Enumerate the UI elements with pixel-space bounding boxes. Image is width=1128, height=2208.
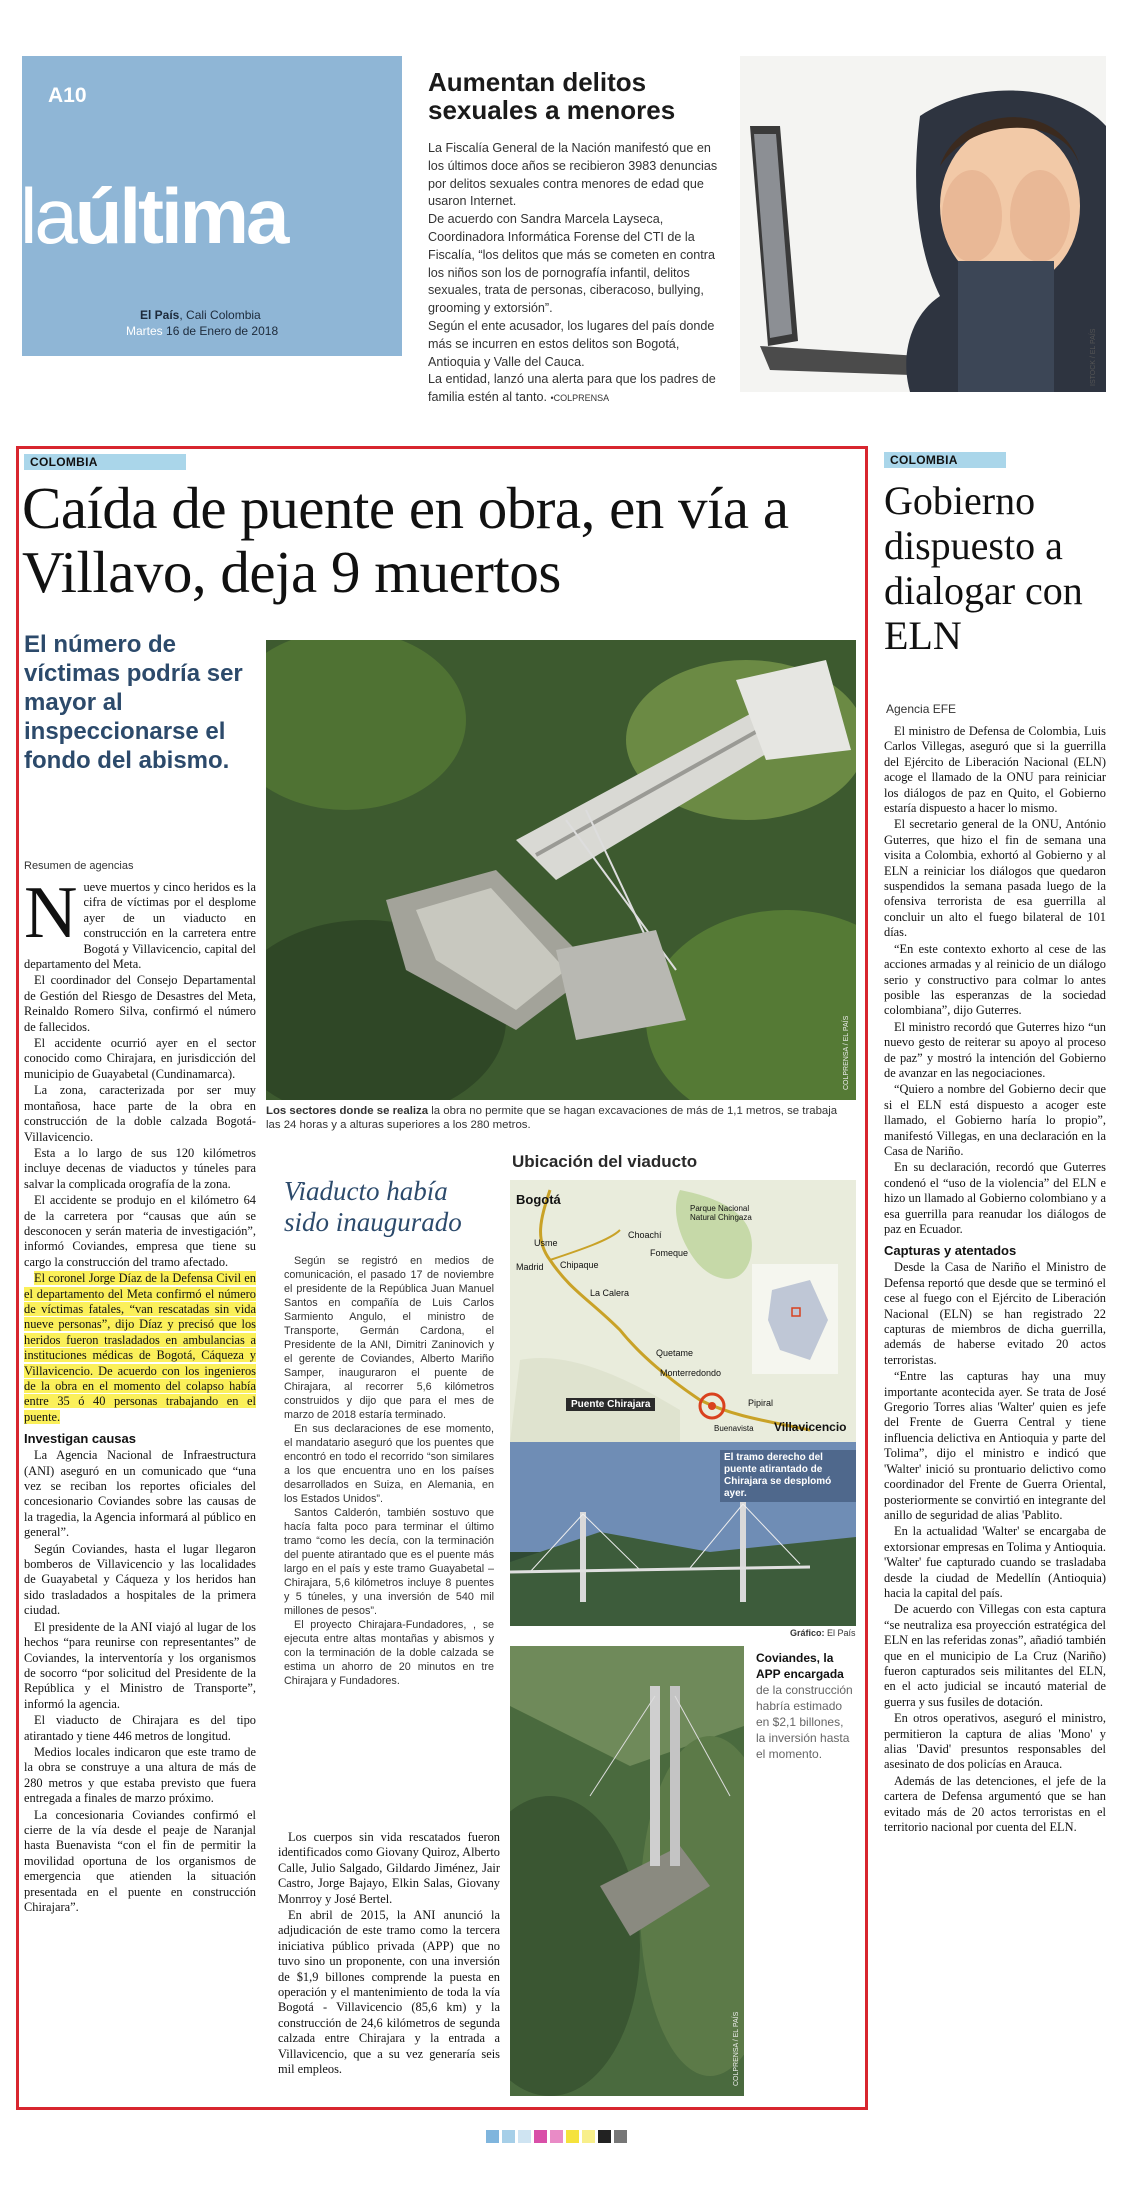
sidebar-paragraph: El proyecto Chirajara-Fundadores, , se ejecuta entre altas montañas y abismos y con la terminación de la doble calzada se estima un ahorro de 20 minutos en tre Chirajara y Fundadores. [284,1619,494,1687]
photo-credit: ISTOCK / EL PAÍS [1090,328,1097,386]
color-swatch [582,2130,595,2143]
main-photo-caption: Los sectores donde se realiza la obra no permite que se hagan excavaciones de más de 1,1 metros, se trabaja las 24 horas y a alturas superiores a los 280 metros. [266,1105,838,1131]
body-paragraph: El ministro de Defensa de Colombia, Luis Carlos Villegas, aseguró que si la guerrilla del Ejército de Liberación Nacional (ELN) acoge el llamado de la ONU para reiniciar los diálogos de paz en Quito, el Gobierno estaría dispuesto a hacer lo mismo. [884,724,1106,816]
top-story-title: Aumentan delitos sexuales a menores [428,67,676,125]
body-paragraph: “En este contexto exhorto al cese de las acciones armadas y al reinicio de un diálogo serio y constructivo para colmar lo antes posible las esperanzas de la sociedad colombiana”, dijo Guterres. [884,941,1106,1018]
map-title: Ubicación del viaducto [512,1152,698,1171]
subheading: Investigan causas [24,1431,136,1447]
main-deck: El número de víctimas podría ser mayor al inspeccionarse el fondo del abismo. [24,631,243,774]
map-label-villavicencio: Villavicencio [774,1420,847,1434]
right-headline: Gobierno dispuesto a dialogar con ELN [884,478,1083,658]
map-label-quetame: Quetame [656,1348,694,1358]
color-registration-bar [486,2130,630,2144]
subheading: Capturas y atentados [884,1243,1017,1259]
sidebar-paragraph: Santos Calderón, también sostuvo que hacía falta poco para terminar el último tramo “como les decía, con la terminación del puente atirantado que es el puente más largo en el país y este tramo Guayabetal –Chirajara, 5,6 kilómetros incluye 8 puentes y 5 túneles, y una inversión de 540 mil millones de pesos”. [284,1507,494,1617]
location-map [510,1180,856,1442]
body-paragraph: En abril de 2015, la ANI anunció la adjudicación de este tramo como la tercera iniciativa público privada (APP) que no tuvo sino un proponente, con una inversión de $1,9 billones comprende la puesta en operación y el mantenimiento de toda la vía Bogotá - Villavicencio (85,6 km) y la construcción de 24,6 kilómetros de segunda calzada entre Chirajara y la entrada a Villavicencio, que a su vez generaría seis mil empleos. [278,1908,500,2077]
section-tag: COLOMBIA [884,452,1006,468]
body-paragraph: En la actualidad 'Walter' se encargaba de extorsionar empresas en Tolima y Antioquia. 'Walter' fue capturado cuando se trasladaba desde la ciudad de Medellín (Antioquia) hacia la capital del país. [884,1524,1106,1600]
body-paragraph: Además de las detenciones, el jefe de la cartera de Defensa argumentó que se han evitado más de 20 actos terroristas en el territorio nacional por cuenta del ELN. [884,1773,1106,1835]
map-label-bogota: Bogotá [516,1192,561,1207]
body-paragraph: El secretario general de la ONU, António Guterres, que hizo el fin de semana una visita a Colombia, exhortó al Gobierno y al ELN a reiniciar los diálogos que quedaron suspendidos la semana pasada luego de la ofensiva terrorista de esa guerrilla al concluir un alto el fuego bilateral de 101 días. [884,817,1106,940]
photo-credit: COLPRENSA / EL PAÍS [733,2011,740,2086]
masthead-paper: El País, Cali Colombia [140,308,261,322]
top-story-paragraph: De acuerdo con Sandra Marcela Layseca, Coordinadora Informática Forense del CTI de la Fiscalía, “los delitos que más se cometen en contra los niños son los de pornografía infantil, delitos sexuales, trata de personas, ciberacoso, bullying, grooming y extorsión”. [428,212,715,316]
inset-caption: El tramo derecho del puente atirantado de Chirajara se desplomó ayer. [720,1450,856,1502]
photo-credit: COLPRENSA / EL PAÍS [843,1015,850,1090]
map-label-puente: Puente Chirajara [566,1398,655,1411]
section-tag: COLOMBIA [24,454,186,470]
color-swatch [550,2130,563,2143]
sidebar-title: Viaducto había sido inaugurado [284,1176,462,1237]
map-label-monterredondo: Monterredondo [660,1368,722,1378]
color-swatch [518,2130,531,2143]
sidebar-body [270,1254,500,1688]
body-paragraph: Esta a lo largo de sus 120 kilómetros incluye decenas de viaductos y túneles para salvar la complicada orografía de la zona. [24,1145,256,1191]
color-swatch [614,2130,627,2143]
body-paragraph: Los cuerpos sin vida rescatados fueron identificados como Giovany Quiroz, Alberto Calle, Julio Salgado, Gildardo Jiménez, Jair Castro, Jorge Bajayo, Elkin Salas, Giovany Monrroy y José Bertel. [278,1830,500,1906]
map-label-buenavista: Buenavista [714,1424,754,1433]
body-paragraph: El coordinador del Consejo Departamental de Gestión del Riesgo de Desastres del Meta, Reinaldo Romero Silva, confirmó el número de fallecidos. [24,973,256,1034]
body-paragraph: La zona, caracterizada por ser muy montañosa, hace parte de la obra en construcción de la doble calzada Bogotá-Villavicencio. [24,1083,256,1144]
map-label-madrid: Madrid [516,1262,544,1272]
right-story-column [884,724,1106,1836]
right-source: Agencia EFE [886,702,957,716]
body-paragraph: En su declaración, recordó que Guterres condenó el “uso de la violencia” del ELN e hizo un llamado al Gobierno colombiano y a esa guerrilla para reanudar los diálogos de paz en Ecuador. [884,1160,1106,1236]
sidebar-paragraph: En sus declaraciones de ese momento, el mandatario aseguró que los puentes que encontró en todo el recorrido “son similares a los que encuentra uno en los países desarrollados en Suiza, en Alemania, en los Estados Unidos”. [284,1423,494,1505]
body-paragraph: Según Coviandes, hasta el lugar llegaron bomberos de Villavicencio y las localidades de Guayabetal y Cáqueza y los heridos han sido trasladados a hospitales de la primera ciudad. [24,1541,256,1618]
body-paragraph: La Agencia Nacional de Infraestructura (ANI) aseguró en un comunicado que “una vez se reciban los reportes oficiales del concesionario Coviandes sobre las causas de la tragedia, la Agencia informará al público en general”. [24,1448,256,1540]
map-label-la-calera: La Calera [590,1288,630,1298]
map-label-parque: Parque Nacional Natural Chingaza [690,1204,752,1222]
body-paragraph: Desde la Casa de Nariño el Ministro de Defensa reportó que desde que se terminó el cese al fuego con el Ejército de Liberación Nacional (ELN) se han registrado 22 capturas de miembros de dicha guerrilla, además de haberse evitado 20 actos terroristas. [884,1260,1106,1367]
top-story-paragraph: La Fiscalía General de la Nación manifestó que en los últimos doce años se recibieron 3983 denuncias por delitos sexuales contra menores de edad que usaron Internet. [428,141,718,209]
body-paragraph: Medios locales indicaron que este tramo de la obra se construye a una altura de más de 280 metros y que estaba previsto que fuera entregada a finales de marzo próximo. [24,1744,256,1806]
story-source: Resumen de agencias [24,860,134,872]
map-label-fomeque: Fomeque [650,1248,689,1258]
body-paragraph: “Quiero a nombre del Gobierno decir que si el ELN está dispuesto a acoger este llamado, el Gobierno haría lo propio”, manifestó Villegas, en una declaración en la Casa de Nariño. [884,1082,1106,1158]
body-paragraph: La concesionaria Coviandes confirmó el cierre de la vía desde el peaje de Naranjal hasta Buenavista “con el fin de permitir la movilidad oportuna de los organismos de emergencia que atienden la situación presentada en el puente en construcción Chirajara”. [24,1807,256,1914]
aerial-bridge-illustration [266,640,856,1100]
highlighted-paragraph: El coronel Jorge Díaz de la Defensa Civil en el departamento del Meta confirmó el número de víctimas fatales, “van rescatadas sin vida nueve personas”, dijo Díaz y precisó que los heridos fueron trasladados en ambulancias a instituciones médicas de Bogotá, Cáqueza y Villavicencio. De acuerdo con los ingenieros de la obra en el momento del colapso había entre 35 ó 40 personas trabajando en el puente. [24,1271,256,1424]
body-paragraph: El presidente de la ANI viajó al lugar de los hechos “para reunirse con representantes” de Coviandes, la interventoría y los organismos de socorro “por solicitud del Presidente de la República y el Ministro de Transporte”, informó la agencia. [24,1619,256,1711]
top-story-photo [740,56,1106,392]
color-swatch [486,2130,499,2143]
lead-paragraph: ueve muertos y cinco heridos es la cifra de víctimas por el desplome ayer de un viaducto en construcción en la carretera entre Bogotá y Villavicencio, capital del departamento del Meta. [24,880,256,972]
body-paragraph: El accidente ocurrió ayer en el sector conocido como Chirajara, en jurisdicción del municipio de Guayabetal (Cundinamarca). [24,1036,256,1081]
drop-cap: N [24,872,78,954]
page-number: A10 [48,84,87,107]
map-label-pipiral: Pipiral [748,1398,774,1408]
main-story-column [24,872,256,1916]
child-laptop-illustration [740,56,1106,392]
map-label-choachi: Choachí [628,1230,662,1240]
color-swatch [502,2130,515,2143]
bridge-tower-photo [510,1646,744,2096]
map-svg [510,1180,856,1442]
top-story-body [428,140,728,408]
main-headline: Caída de puente en obra, en vía a Villavo, deja 9 muertos [22,475,789,605]
color-swatch [598,2130,611,2143]
body-paragraph: El ministro recordó que Guterres hizo “un nuevo gesto de reiterar su apoyo al proceso de paz” y mostró la intención del Gobierno de avanzar en las negociaciones. [884,1019,1106,1080]
map-label-chipaque: Chipaque [560,1260,599,1270]
bridge-collapse-photo [266,640,856,1100]
tower-illustration [510,1646,744,2096]
color-swatch [534,2130,547,2143]
graphic-credit: Gráfico: El País [790,1628,856,1638]
masthead-date: Martes 16 de Enero de 2018 [126,324,279,338]
top-story-paragraph: La entidad, lanzó una alerta para que los padres de familia estén al tanto. •COLPRENSA [428,372,716,405]
color-swatch [566,2130,579,2143]
body-paragraph: “Entre las capturas hay una muy importante acontecida ayer. Se trata de José Gregorio Torres alias 'Walter' quien es jefe del Frente de Guerra Central y tiene influencia delictiva en Antioquia y parte del Tolima”, dijo el ministro e indicó que 'Walter' inició su prontuario delictivo como coordinador del Frente de Guerra Oriental, posteriormente se convirtió en integrante del anillo de seguridad de alias 'Pablito. [884,1369,1106,1522]
body-paragraph: De acuerdo con Villegas con esta captura “se neutraliza esa proyección estratégica del ELN en las referidas zonas”, añadió también que en el municipio de La Cruz (Nariño) fueron capturados seis militantes del ELN, en el acto judicial se incautó material de guerra y sus fusiles de dotación. [884,1602,1106,1709]
masthead [22,56,402,356]
sidebar-story-box [270,1166,500,1766]
body-paragraph: En otros operativos, aseguró el ministro, permitieron la captura de alias 'Mono' y alias 'David' presuntos responsables del asesinato de dos policías en Arauca. [884,1711,1106,1772]
bottom-column [278,1830,500,2079]
sidebar-paragraph: Según se registró en medios de comunicación, el pasado 17 de noviembre el presidente de la República Juan Manuel Santos en compañía de Luis Carlos Sarmiento Angulo, el ministro de Transporte, Germán Cardona, el Presidente de la ANI, Dimitri Zaninovich y el gerente de Coviandes, Alberto Mariño Samper, inauguraron el puente de Chirajara, al recorrer 5,6 kilómetros construidos y dijo que para el mes de marzo de 2018 estaría terminado. [284,1255,494,1421]
section-logo: laúltima [20,172,287,260]
second-photo-caption: Coviandes, la APP encargada de la construcción habría estimado en $2,1 billones, la inversión hasta el momento. [756,1651,853,1761]
bridge-inset-photo [510,1442,856,1626]
map-label-usme: Usme [534,1238,558,1248]
body-paragraph: El viaducto de Chirajara es del tipo atirantado y tiene 446 metros de longitud. [24,1713,256,1743]
top-story-paragraph: Según el ente acusador, los lugares del país donde más se incurren en estos delitos son Bogotá, Antioquia y Valle del Cauca. [428,318,715,369]
body-paragraph: El accidente se produjo en el kilómetro 64 de la carretera por “causas que aún se desconocen y serán materia de investigación”, informó Coviandes, empresa que tiene su cargo la construcción del tramo afectado. [24,1193,256,1269]
